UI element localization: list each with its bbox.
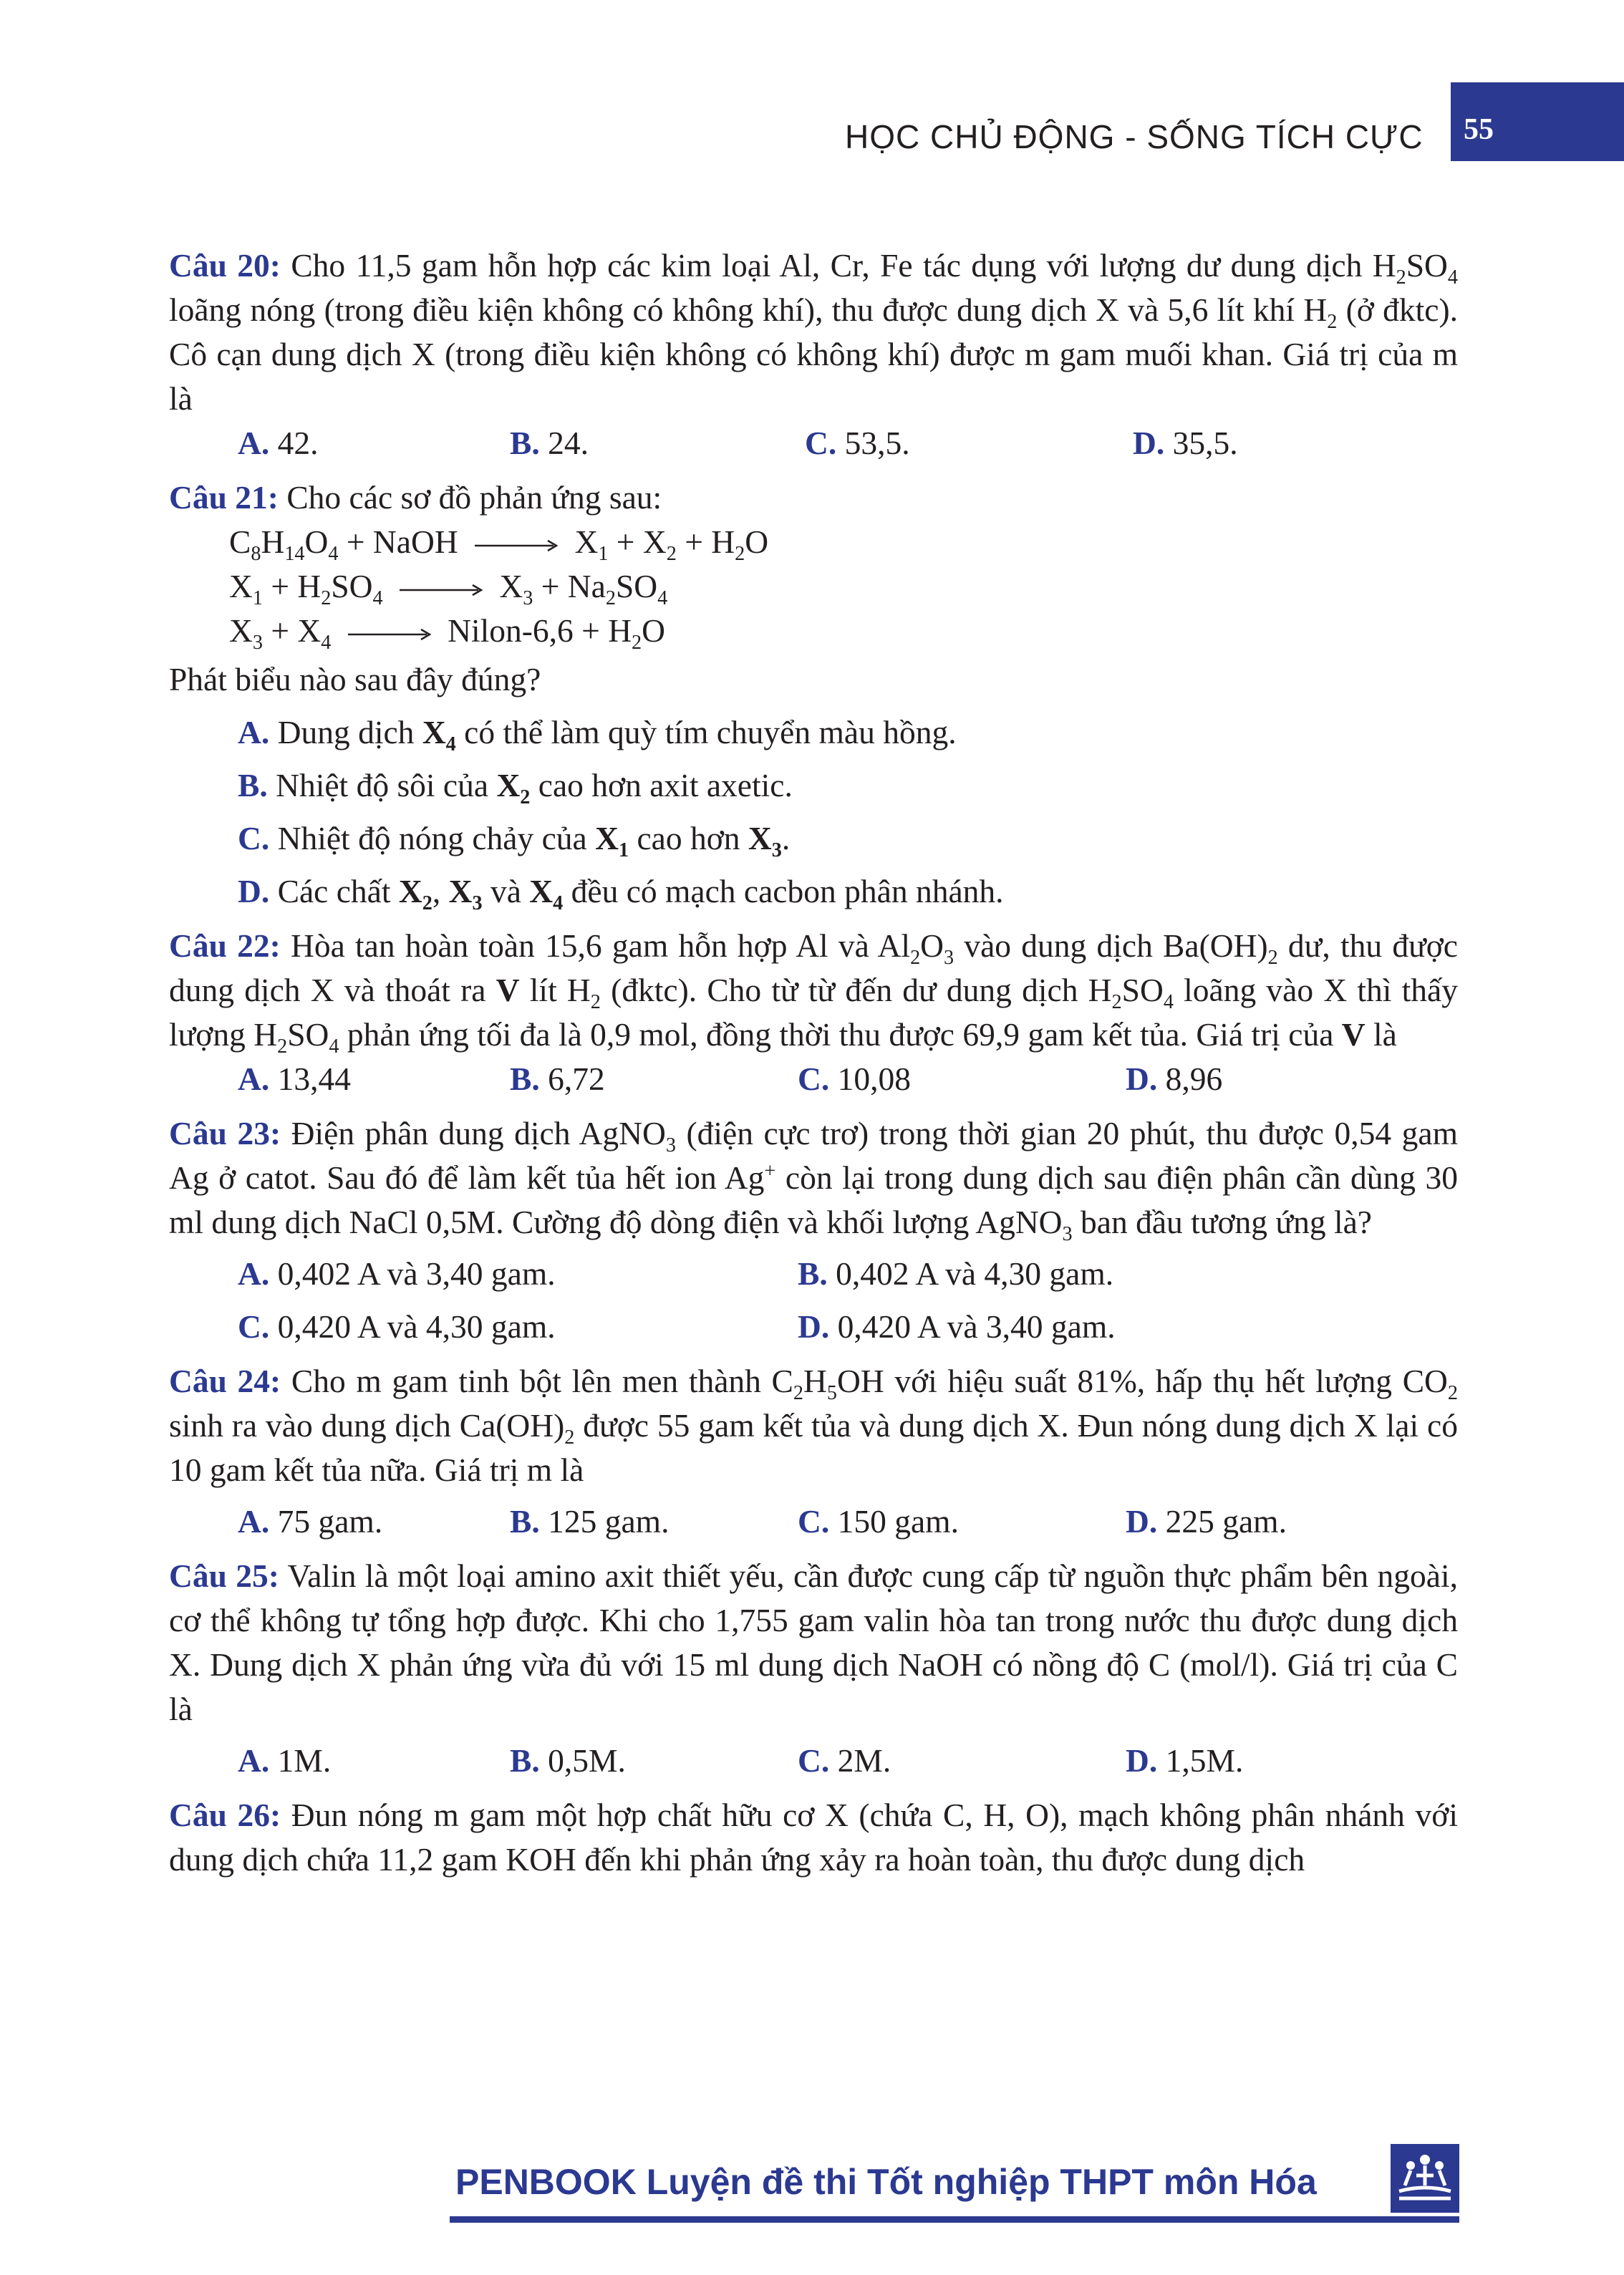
publisher-logo-icon xyxy=(1391,2144,1459,2213)
option-d[interactable]: D. 225 gam. xyxy=(1126,1503,1287,1540)
running-header: HỌC CHỦ ĐỘNG - SỐNG TÍCH CỰC xyxy=(845,118,1424,155)
option-b[interactable]: B. 0,5M. xyxy=(510,1742,626,1779)
question-label: Câu 21: xyxy=(169,479,279,516)
answer-options xyxy=(238,421,1458,465)
answer-options xyxy=(238,1057,1458,1101)
question-25: Câu 25: Valin là một loại amino axit thiết yếu, cần được cung cấp từ nguồn thực phẩm bên ngoài, cơ thể không tự tổng hợp được. Khi cho 1,755 gam valin hòa tan trong nước thu được dung dịch X. Dung dịch X phản ứng vừa đủ với 15 ml dung dịch NaOH có nồng độ C (mol/l). Giá trị của C là xyxy=(169,1557,1458,1727)
question-label: Câu 26: xyxy=(169,1797,281,1833)
page-content xyxy=(169,243,1458,1882)
footer-title: PENBOOK Luyện đề thi Tốt nghiệp THPT môn Hóa xyxy=(455,2162,1317,2202)
reaction-3: $X_3 + X_4$ Nilon-6,6 + $H_2O$ xyxy=(229,612,666,655)
option-a[interactable]: A. 0,402 A và 3,40 gam. xyxy=(238,1255,556,1292)
answer-options xyxy=(238,1739,1458,1783)
question-label: Câu 25: xyxy=(169,1557,279,1594)
option-c[interactable]: C. 150 gam. xyxy=(798,1503,959,1540)
question-21-prompt: Phát biểu nào sau đây đúng? xyxy=(169,661,541,697)
option-d[interactable]: D. 35,5. xyxy=(1133,425,1238,461)
option-a[interactable]: A. 75 gam. xyxy=(238,1503,383,1540)
option-c[interactable]: C. 0,420 A và 4,30 gam. xyxy=(238,1308,556,1345)
footer-rule xyxy=(450,2216,1459,2223)
option-b[interactable]: B. 24. xyxy=(510,425,589,461)
option-a[interactable]: A. Dung dịch $X_4$ có thể làm quỳ tím chuyển màu hồng. xyxy=(238,714,957,756)
reaction-arrow-icon xyxy=(398,583,484,597)
question-label: Câu 23: xyxy=(169,1115,281,1151)
option-a[interactable]: A. 42. xyxy=(238,425,319,461)
option-c[interactable]: C. 2M. xyxy=(798,1742,891,1779)
option-b[interactable]: B. 0,402 A và 4,30 gam. xyxy=(798,1255,1114,1292)
option-c[interactable]: C. 10,08 xyxy=(798,1061,911,1097)
option-d[interactable]: D. 0,420 A và 3,40 gam. xyxy=(798,1308,1116,1345)
answer-options xyxy=(238,1499,1458,1544)
reaction-arrow-icon xyxy=(347,627,432,642)
question-20: Câu 20: Cho 11,5 gam hỗn hợp các kim loại Al, Cr, Fe tác dụng với lượng dư dung dịch $H_2SO_4$ loãng nóng (trong điều kiện không có không khí), thu được dung dịch X và 5,6 lít khí $H_2$ (ở đktc). Cô cạn dung dịch X (trong điều kiện không có không khí) được m gam muối khan. Giá trị của m là xyxy=(169,247,1459,417)
option-b[interactable]: B. 6,72 xyxy=(510,1061,605,1097)
question-26: Câu 26: Đun nóng m gam một hợp chất hữu cơ X (chứa C, H, O), mạch không phân nhánh với dung dịch chứa 11,2 gam KOH đến khi phản ứng xảy ra hoàn toàn, thu được dung dịch xyxy=(169,1797,1458,1878)
page-number: 55 xyxy=(1464,113,1494,146)
question-21: Câu 21: Cho các sơ đồ phản ứng sau: xyxy=(169,479,662,516)
question-label: Câu 24: xyxy=(169,1363,281,1399)
question-label: Câu 20: xyxy=(169,247,281,284)
option-a[interactable]: A. 13,44 xyxy=(238,1061,351,1097)
reaction-2: $X_1 + H_2SO_4$ $X_3 + Na_2SO_4$ xyxy=(229,568,668,610)
question-label: Câu 22: xyxy=(169,927,281,964)
option-a[interactable]: A. 1M. xyxy=(238,1742,332,1779)
question-22: Câu 22: Hòa tan hoàn toàn 15,6 gam hỗn hợp Al và $Al_2O_3$ vào dung dịch $Ba(OH)_2$ dư, thu được dung dịch X và thoát ra V lít $H_2$ (đktc). Cho từ từ đến dư dung dịch $H_2SO_4$ loãng vào X thì thấy lượng $H_2SO_4$ phản ứng tối đa là 0,9 mol, đồng thời thu được 69,9 gam kết tủa. Giá trị của V là xyxy=(169,927,1458,1058)
question-23: Câu 23: Điện phân dung dịch AgNO$_3$ (điện cực trơ) trong thời gian 20 phút, thu được 0,54 gam Ag ở catot. Sau đó để làm kết tủa hết ion Ag+ còn lại trong dung dịch sau điện phân cần dùng 30 ml dung dịch NaCl 0,5M. Cường độ dòng điện và khối lượng AgNO$_3$ ban đầu tương ứng là? xyxy=(169,1115,1459,1246)
answer-options-row-1 xyxy=(238,1252,1458,1296)
option-d[interactable]: D. 8,96 xyxy=(1126,1061,1223,1097)
reaction-1: $C_8H_{14}O_4$ + NaOH $X_1 + X_2 + H_2O$ xyxy=(229,523,769,566)
option-b[interactable]: B. 125 gam. xyxy=(510,1503,670,1540)
answer-options-row-2 xyxy=(238,1305,1458,1349)
option-d[interactable]: D. Các chất $X_2$, $X_3$ và $X_4$ đều có mạch cacbon phân nhánh. xyxy=(238,873,1004,915)
question-24: Câu 24: Cho m gam tinh bột lên men thành $C_2H_5OH$ với hiệu suất 81%, hấp thụ hết lượng $CO_2$ sinh ra vào dung dịch $Ca(OH)_2$ được 55 gam kết tủa và dung dịch X. Đun nóng dung dịch X lại có 10 gam kết tủa nữa. Giá trị m là xyxy=(169,1363,1459,1488)
option-c[interactable]: C. 53,5. xyxy=(805,425,910,461)
reaction-arrow-icon xyxy=(473,538,559,553)
option-b[interactable]: B. Nhiệt độ sôi của $X_2$ cao hơn axit axetic. xyxy=(238,767,793,809)
page-number-box xyxy=(1451,82,1624,161)
option-c[interactable]: C. Nhiệt độ nóng chảy của $X_1$ cao hơn $X_3$. xyxy=(238,820,791,862)
option-d[interactable]: D. 1,5M. xyxy=(1126,1742,1244,1779)
